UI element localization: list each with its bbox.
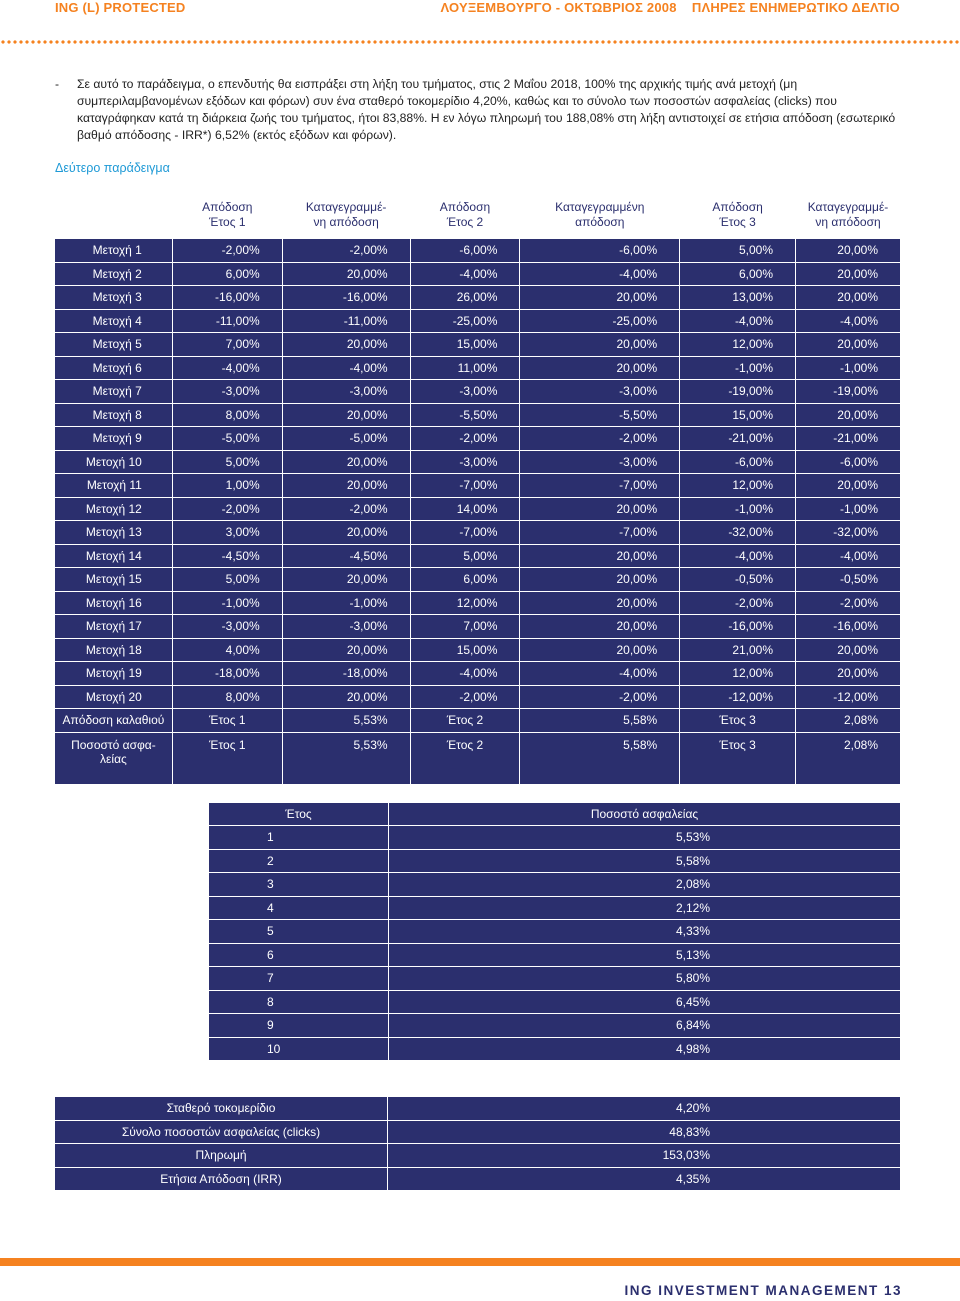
table-cell: -32,00% xyxy=(680,521,796,545)
row-label-line: Ποσοστό ασφα- xyxy=(71,737,156,752)
intro-paragraph xyxy=(55,76,915,144)
table-cell: -16,00% xyxy=(282,286,410,310)
table-cell: 7,00% xyxy=(172,333,282,357)
table-cell: -2,00% xyxy=(520,685,680,709)
table-row xyxy=(55,685,901,709)
table-cell: 20,00% xyxy=(520,333,680,357)
table-cell: 20,00% xyxy=(520,286,680,310)
table-cell: -3,00% xyxy=(172,380,282,404)
table-cell: 2,08% xyxy=(796,732,901,784)
table-cell: 20,00% xyxy=(796,638,901,662)
dotted-divider xyxy=(0,40,960,44)
header-product-name: ING (L) PROTECTED xyxy=(55,0,186,15)
table-row xyxy=(55,333,901,357)
table-cell: -19,00% xyxy=(680,380,796,404)
table-cell: 6,00% xyxy=(410,568,520,592)
table-row xyxy=(55,380,901,404)
table-cell: -3,00% xyxy=(172,615,282,639)
table-cell: -3,00% xyxy=(520,380,680,404)
row-label: Μετοχή 17 xyxy=(55,615,173,639)
table-cell: -18,00% xyxy=(282,662,410,686)
insurance-row xyxy=(55,732,901,784)
table-cell: 2 xyxy=(209,849,389,873)
table-cell: 4,20% xyxy=(388,1097,901,1121)
table-row xyxy=(55,521,901,545)
column-header xyxy=(796,192,901,239)
table-cell: 20,00% xyxy=(796,286,901,310)
table-cell: 7 xyxy=(209,967,389,991)
table-row xyxy=(55,1167,901,1191)
table-row xyxy=(55,286,901,310)
table-cell: -16,00% xyxy=(172,286,282,310)
table-cell: -1,00% xyxy=(680,356,796,380)
table-row xyxy=(55,239,901,263)
row-label: Μετοχή 19 xyxy=(55,662,173,686)
table-cell: 6,00% xyxy=(172,262,282,286)
table-cell: -0,50% xyxy=(680,568,796,592)
row-label-line: λείας xyxy=(100,751,127,766)
table-cell: -4,00% xyxy=(796,309,901,333)
page-number: 13 xyxy=(883,1283,902,1298)
table-cell: -3,00% xyxy=(410,450,520,474)
table-cell: 6,84% xyxy=(389,1014,901,1038)
table-row xyxy=(209,873,901,897)
table-row xyxy=(55,568,901,592)
row-label: Μετοχή 16 xyxy=(55,591,173,615)
table-cell: 1,00% xyxy=(172,474,282,498)
table-cell: 12,00% xyxy=(680,662,796,686)
table-cell: 12,00% xyxy=(680,333,796,357)
row-label: Μετοχή 18 xyxy=(55,638,173,662)
table-cell: -4,00% xyxy=(520,662,680,686)
table-cell: 13,00% xyxy=(680,286,796,310)
table-cell: -0,50% xyxy=(796,568,901,592)
table-cell: -32,00% xyxy=(796,521,901,545)
table-cell: 2,08% xyxy=(796,709,901,733)
row-label: Μετοχή 20 xyxy=(55,685,173,709)
returns-table-header xyxy=(55,192,901,239)
table-row xyxy=(55,356,901,380)
table-row xyxy=(55,638,901,662)
table-cell: -11,00% xyxy=(282,309,410,333)
table-cell: 15,00% xyxy=(410,333,520,357)
table-cell: -5,50% xyxy=(410,403,520,427)
table-cell: 12,00% xyxy=(680,474,796,498)
row-label: Μετοχή 5 xyxy=(55,333,173,357)
table-cell: 15,00% xyxy=(410,638,520,662)
table-cell: 11,00% xyxy=(410,356,520,380)
table-cell: -4,00% xyxy=(410,262,520,286)
table-cell: -16,00% xyxy=(796,615,901,639)
row-label: Μετοχή 10 xyxy=(55,450,173,474)
table-cell: -25,00% xyxy=(410,309,520,333)
column-header-line: Καταγεγραμμέ- xyxy=(305,200,387,214)
column-header-line: Έτος 3 xyxy=(719,215,756,229)
row-label-line: Απόδοση καλαθιού xyxy=(62,713,165,728)
column-header-line: Απόδοση xyxy=(439,200,491,214)
header-location-date: ΛΟΥΞΕΜΒΟΥΡΓΟ - ΟΚΤΩΒΡΙΟΣ 2008 xyxy=(440,0,677,15)
row-label: Μετοχή 15 xyxy=(55,568,173,592)
column-header-line: Έτος 2 xyxy=(446,215,484,229)
table-cell: 20,00% xyxy=(796,474,901,498)
table-cell: 20,00% xyxy=(520,497,680,521)
table-cell: 9 xyxy=(209,1014,389,1038)
row-label: Μετοχή 1 xyxy=(55,239,173,263)
column-header-line: Απόδοση xyxy=(202,200,253,214)
table-cell: -2,00% xyxy=(680,591,796,615)
table-row xyxy=(55,262,901,286)
row-label: Μετοχή 2 xyxy=(55,262,173,286)
table-row xyxy=(209,990,901,1014)
table-cell: Έτος 1 xyxy=(172,732,282,784)
table-row xyxy=(55,544,901,568)
table-cell: 6 xyxy=(209,943,389,967)
table-cell: -2,00% xyxy=(796,591,901,615)
table-cell: 153,03% xyxy=(388,1144,901,1168)
table-cell: -2,00% xyxy=(410,427,520,451)
bullet-dash: - xyxy=(55,77,60,91)
table-row xyxy=(55,615,901,639)
table-cell: 5,53% xyxy=(389,826,901,850)
table-row xyxy=(209,943,901,967)
table-row xyxy=(55,1097,901,1121)
summary-table xyxy=(54,1096,901,1191)
table-cell: -4,00% xyxy=(282,356,410,380)
column-header: Έτος xyxy=(209,803,389,826)
table-cell: -4,50% xyxy=(172,544,282,568)
column-header xyxy=(282,192,410,239)
insurance-table xyxy=(208,802,901,1061)
table-cell: -1,00% xyxy=(282,591,410,615)
row-label: Μετοχή 7 xyxy=(55,380,173,404)
row-label: Μετοχή 8 xyxy=(55,403,173,427)
table-cell: -7,00% xyxy=(410,521,520,545)
table-cell: 12,00% xyxy=(410,591,520,615)
table-cell: 20,00% xyxy=(282,638,410,662)
section-subtitle: Δεύτερο παράδειγμα xyxy=(55,161,170,175)
column-header xyxy=(680,192,796,239)
table-cell: -3,00% xyxy=(520,450,680,474)
column-header-line: Καταγεγραμμένη xyxy=(555,200,645,214)
table-cell: 5,53% xyxy=(282,709,410,733)
column-header-line: Καταγεγραμμέ- xyxy=(807,200,889,214)
table-cell: 15,00% xyxy=(680,403,796,427)
table-cell: 5,00% xyxy=(680,239,796,263)
table-row xyxy=(209,920,901,944)
table-cell: 4,35% xyxy=(388,1167,901,1191)
table-cell: 2,12% xyxy=(389,896,901,920)
table-cell: 5,80% xyxy=(389,967,901,991)
table-cell: 20,00% xyxy=(282,333,410,357)
column-header-line: Απόδοση xyxy=(712,200,763,214)
table-cell: -21,00% xyxy=(680,427,796,451)
table-cell: 20,00% xyxy=(282,450,410,474)
column-header-line: Έτος 1 xyxy=(209,215,246,229)
table-cell: -21,00% xyxy=(796,427,901,451)
table-row xyxy=(55,450,901,474)
table-cell: -5,50% xyxy=(520,403,680,427)
table-cell: -4,00% xyxy=(680,544,796,568)
table-cell: -7,00% xyxy=(520,521,680,545)
row-label: Μετοχή 4 xyxy=(55,309,173,333)
table-cell: 20,00% xyxy=(796,403,901,427)
table-cell: Έτος 2 xyxy=(410,732,520,784)
table-row xyxy=(55,309,901,333)
column-header-line: απόδοση xyxy=(575,215,625,229)
table-cell: 20,00% xyxy=(520,356,680,380)
returns-table xyxy=(54,192,901,785)
table-cell: 21,00% xyxy=(680,638,796,662)
table-cell: -2,00% xyxy=(520,427,680,451)
table-cell: 20,00% xyxy=(796,333,901,357)
header-doc-title: ΠΛΗΡΕΣ ΕΝΗΜΕΡΩΤΙΚΟ ΔΕΛΤΙΟ xyxy=(691,0,900,15)
table-cell: -4,00% xyxy=(410,662,520,686)
table-row xyxy=(55,497,901,521)
table-cell: -5,00% xyxy=(172,427,282,451)
header-location-title xyxy=(441,0,900,15)
table-cell: 5,53% xyxy=(282,732,410,784)
column-header-line: νη απόδοση xyxy=(815,215,881,229)
table-cell: Έτος 3 xyxy=(680,709,796,733)
table-cell: 4,33% xyxy=(389,920,901,944)
table-cell: 3,00% xyxy=(172,521,282,545)
table-cell: 5,00% xyxy=(410,544,520,568)
table-cell: 4 xyxy=(209,896,389,920)
table-row xyxy=(55,403,901,427)
table-cell: 8 xyxy=(209,990,389,1014)
table-cell: 20,00% xyxy=(796,262,901,286)
row-label: Ετήσια Απόδοση (IRR) xyxy=(55,1167,388,1191)
table-cell: -2,00% xyxy=(282,497,410,521)
column-header xyxy=(55,192,173,239)
table-cell: -1,00% xyxy=(796,356,901,380)
table-cell: 20,00% xyxy=(282,262,410,286)
table-cell: 20,00% xyxy=(796,662,901,686)
table-cell: 10 xyxy=(209,1037,389,1061)
table-cell: 5,58% xyxy=(389,849,901,873)
table-cell: 5,00% xyxy=(172,450,282,474)
row-label: Σύνολο ποσοστών ασφαλείας (clicks) xyxy=(55,1120,388,1144)
table-cell: Έτος 2 xyxy=(410,709,520,733)
row-label: Μετοχή 12 xyxy=(55,497,173,521)
table-cell: 20,00% xyxy=(282,685,410,709)
table-cell: 20,00% xyxy=(282,403,410,427)
column-header: Ποσοστό ασφαλείας xyxy=(389,803,901,826)
table-cell: 3 xyxy=(209,873,389,897)
table-row xyxy=(55,474,901,498)
table-cell: -18,00% xyxy=(172,662,282,686)
table-cell: 5,58% xyxy=(520,709,680,733)
table-cell: -6,00% xyxy=(680,450,796,474)
table-cell: -3,00% xyxy=(410,380,520,404)
insurance-table-header xyxy=(209,803,901,826)
table-cell: -16,00% xyxy=(680,615,796,639)
table-cell: Έτος 1 xyxy=(172,709,282,733)
table-cell: 20,00% xyxy=(282,474,410,498)
table-cell: -4,00% xyxy=(680,309,796,333)
table-row xyxy=(209,967,901,991)
row-label: Μετοχή 3 xyxy=(55,286,173,310)
table-cell: 5,00% xyxy=(172,568,282,592)
table-cell: 20,00% xyxy=(520,568,680,592)
footer xyxy=(624,1283,902,1298)
intro-text: Σε αυτό το παράδειγμα, ο επενδυτής θα εισπράξει στη λήξη του τμήματος, στις 2 Μαΐου 2018, 100% της αρχικής τιμής ανά μετοχή (μη συμπεριλαμβανομένων εξόδων και φόρων) συν ένα σταθερό τοκομερίδιο 4,20%, καθώς και το σύνολο των ποσοστών ασφαλείας (clicks) που καταγράφηκαν κατά τη διάρκεια ζωής του τμήματος, ήτοι 83,88%. Η εν λόγω πληρωμή του 188,08% στη λήξη αντιστοιχεί σε ετήσια απόδοση (εσωτερικό βαθμό απόδοσης - IRR*) 6,52% (εκτός εξόδων και φόρων). xyxy=(77,77,896,142)
table-row xyxy=(209,826,901,850)
table-row xyxy=(209,1037,901,1061)
table-cell: -2,00% xyxy=(172,239,282,263)
table-cell: 20,00% xyxy=(282,568,410,592)
table-cell: -12,00% xyxy=(796,685,901,709)
table-cell: -4,00% xyxy=(520,262,680,286)
table-cell: 7,00% xyxy=(410,615,520,639)
table-cell: 4,98% xyxy=(389,1037,901,1061)
table-row xyxy=(55,591,901,615)
table-cell: 5,58% xyxy=(520,732,680,784)
table-row xyxy=(209,1014,901,1038)
table-row xyxy=(55,1144,901,1168)
table-cell: 1 xyxy=(209,826,389,850)
table-cell: 4,00% xyxy=(172,638,282,662)
table-cell: -3,00% xyxy=(282,380,410,404)
row-label: Μετοχή 9 xyxy=(55,427,173,451)
row-label: Μετοχή 14 xyxy=(55,544,173,568)
table-cell: -12,00% xyxy=(680,685,796,709)
table-cell: -4,50% xyxy=(282,544,410,568)
table-cell: 5,13% xyxy=(389,943,901,967)
table-cell: -1,00% xyxy=(172,591,282,615)
table-cell: -11,00% xyxy=(172,309,282,333)
table-row xyxy=(55,427,901,451)
table-cell: -3,00% xyxy=(282,615,410,639)
table-cell: 5 xyxy=(209,920,389,944)
table-row xyxy=(55,1120,901,1144)
row-label: Μετοχή 6 xyxy=(55,356,173,380)
column-header xyxy=(172,192,282,239)
row-label: Μετοχή 11 xyxy=(55,474,173,498)
row-label: Σταθερό τοκομερίδιο xyxy=(55,1097,388,1121)
table-cell: -6,00% xyxy=(520,239,680,263)
table-cell: 2,08% xyxy=(389,873,901,897)
table-cell: -2,00% xyxy=(172,497,282,521)
column-header xyxy=(520,192,680,239)
column-header xyxy=(410,192,520,239)
row-label: Πληρωμή xyxy=(55,1144,388,1168)
table-cell: -4,00% xyxy=(172,356,282,380)
table-cell: 20,00% xyxy=(282,521,410,545)
table-cell: 20,00% xyxy=(520,544,680,568)
table-cell: Έτος 3 xyxy=(680,732,796,784)
table-cell: 20,00% xyxy=(520,638,680,662)
table-cell: -6,00% xyxy=(410,239,520,263)
table-cell: 8,00% xyxy=(172,685,282,709)
footer-brand: ING INVESTMENT MANAGEMENT xyxy=(624,1283,879,1298)
table-cell: 20,00% xyxy=(796,239,901,263)
table-cell: 6,45% xyxy=(389,990,901,1014)
table-cell: 14,00% xyxy=(410,497,520,521)
basket-row xyxy=(55,709,901,733)
table-row xyxy=(209,896,901,920)
column-header-line: νη απόδοση xyxy=(313,215,379,229)
row-label xyxy=(55,732,173,784)
table-row xyxy=(55,662,901,686)
row-label: Μετοχή 13 xyxy=(55,521,173,545)
table-cell: -4,00% xyxy=(796,544,901,568)
table-cell: -7,00% xyxy=(410,474,520,498)
table-cell: -5,00% xyxy=(282,427,410,451)
table-cell: -1,00% xyxy=(796,497,901,521)
table-cell: -2,00% xyxy=(410,685,520,709)
table-cell: 20,00% xyxy=(520,591,680,615)
table-row xyxy=(209,849,901,873)
table-cell: 8,00% xyxy=(172,403,282,427)
table-cell: 48,83% xyxy=(388,1120,901,1144)
table-cell: -25,00% xyxy=(520,309,680,333)
table-cell: -19,00% xyxy=(796,380,901,404)
table-cell: 20,00% xyxy=(520,615,680,639)
table-cell: -2,00% xyxy=(282,239,410,263)
table-cell: -1,00% xyxy=(680,497,796,521)
footer-bar xyxy=(0,1258,960,1266)
table-cell: -7,00% xyxy=(520,474,680,498)
table-cell: 26,00% xyxy=(410,286,520,310)
table-cell: 6,00% xyxy=(680,262,796,286)
table-cell: -6,00% xyxy=(796,450,901,474)
row-label xyxy=(55,709,173,733)
